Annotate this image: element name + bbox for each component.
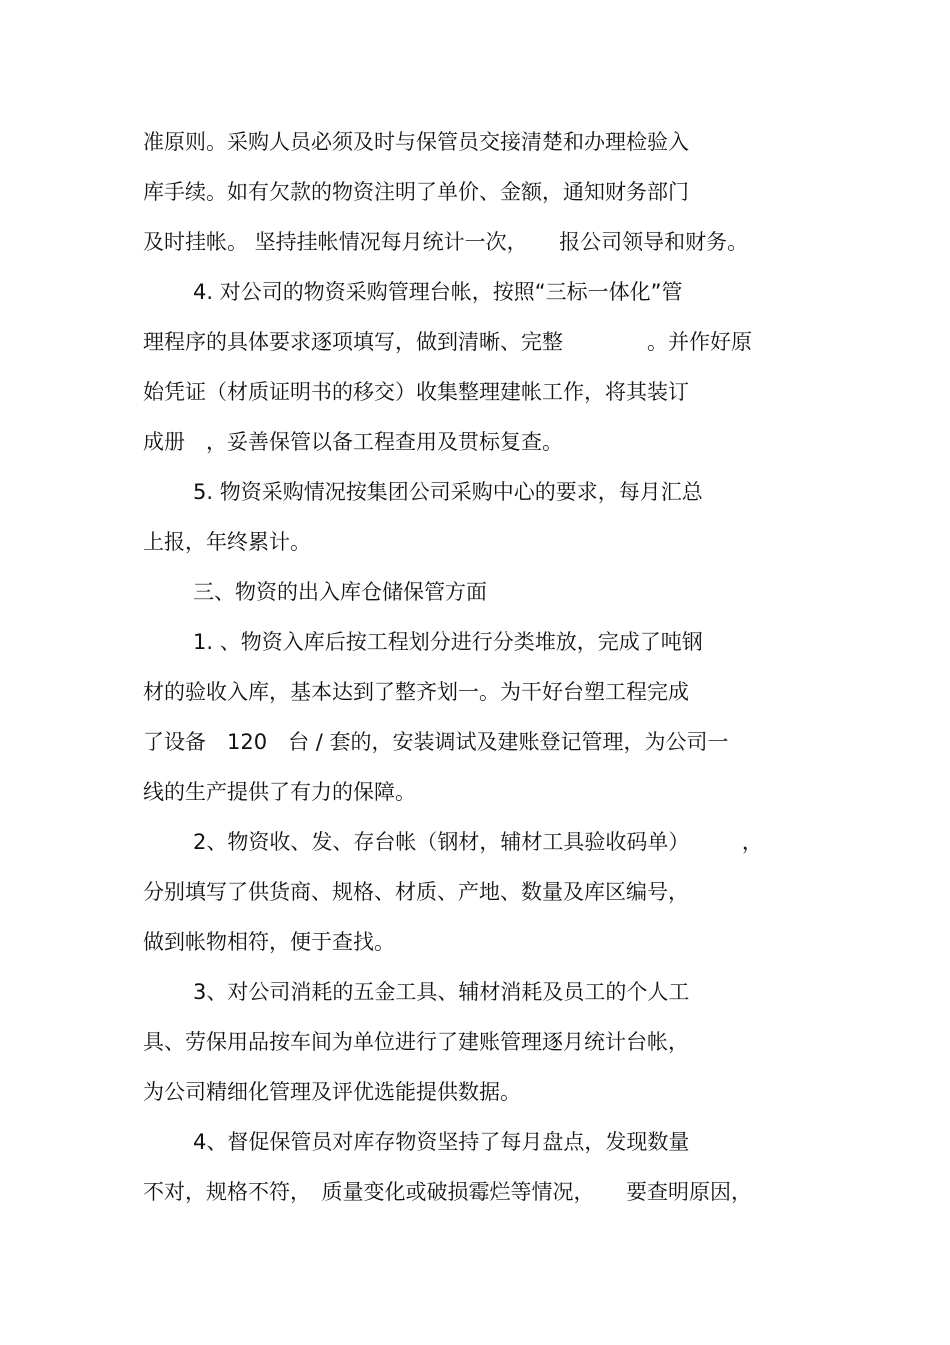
text-line: 成册 ，妥善保管以备工程查用及贯标复查。 <box>143 430 563 454</box>
text-line: 1. 、物资入库后按工程划分进行分类堆放，完成了吨钢 <box>193 630 703 654</box>
text-line: 为公司精细化管理及评优选能提供数据。 <box>143 1080 521 1104</box>
section-heading: 三、物资的出入库仓储保管方面 <box>193 580 487 604</box>
text-line: 始凭证（材质证明书的移交）收集整理建帐工作，将其装订 <box>143 380 689 404</box>
text-line: 材的验收入库，基本达到了整齐划一。为干好台塑工程完成 <box>143 680 689 704</box>
text-line: 4. 对公司的物资采购管理台帐，按照“三标一体化”管 <box>193 280 683 304</box>
text-line: 3、对公司消耗的五金工具、辅材消耗及员工的个人工 <box>193 980 690 1004</box>
text-line: 准原则。采购人员必须及时与保管员交接清楚和办理检验入 <box>143 130 689 154</box>
text-line: 理程序的具体要求逐项填写，做到清晰、完整 。并作好原 <box>143 330 752 354</box>
text-line: 了设备 120 台 / 套的，安装调试及建账登记管理，为公司一 <box>143 730 729 754</box>
text-line: 5. 物资采购情况按集团公司采购中心的要求，每月汇总 <box>193 480 703 504</box>
text-line: 做到帐物相符，便于查找。 <box>143 930 395 954</box>
text-line: 2、物资收、发、存台帐（钢材，辅材工具验收码单） ， <box>193 830 763 854</box>
text-line: 线的生产提供了有力的保障。 <box>143 780 416 804</box>
text-line: 具、劳保用品按车间为单位进行了建账管理逐月统计台帐， <box>143 1030 689 1054</box>
text-line: 4、督促保管员对库存物资坚持了每月盘点，发现数量 <box>193 1130 690 1154</box>
text-line: 上报，年终累计。 <box>143 530 311 554</box>
text-line: 不对，规格不符， 质量变化或破损霉烂等情况， 要查明原因， <box>143 1180 752 1204</box>
text-line: 分别填写了供货商、规格、材质、产地、数量及库区编号， <box>143 880 689 904</box>
text-line: 及时挂帐。 坚持挂帐情况每月统计一次， 报公司领导和财务。 <box>143 230 749 254</box>
text-line: 库手续。如有欠款的物资注明了单价、金额，通知财务部门 <box>143 180 689 204</box>
